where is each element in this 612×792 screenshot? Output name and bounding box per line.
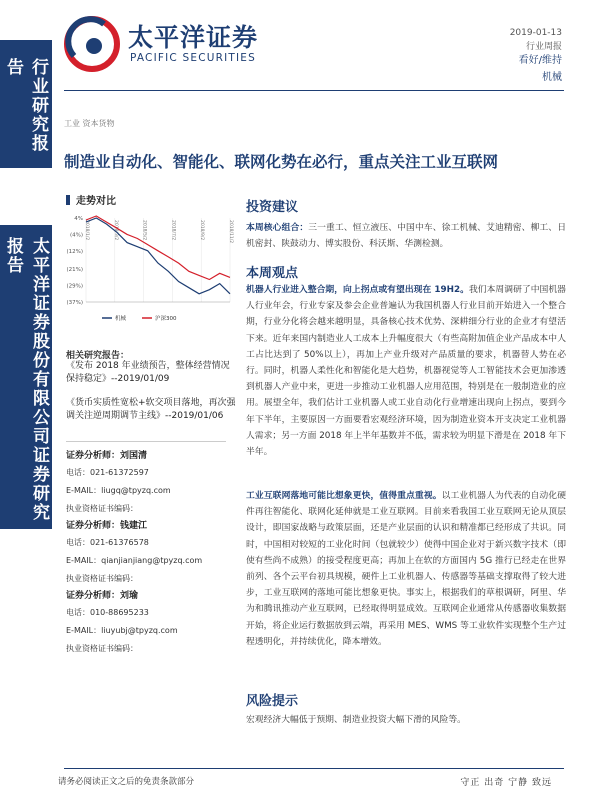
x-tick-label: 2018/9/2 [199, 220, 205, 241]
analyst-name: 证券分析师：刘瑜 [66, 591, 139, 601]
x-tick-label: 2018/7/2 [170, 220, 176, 241]
y-tick-label: (21%) [66, 267, 83, 274]
logo-chinese-text: 太平洋证券 [128, 23, 259, 52]
analyst-phone: 电话：010-88695233 [66, 608, 149, 617]
trend-heading [66, 192, 116, 207]
investment-body [246, 220, 566, 252]
weekly-paragraph-2 [246, 488, 566, 650]
y-tick-label: (29%) [66, 283, 83, 290]
analyst-phone: 电话：021-61376578 [66, 538, 149, 547]
x-tick-label: 2018/11/2 [228, 220, 233, 244]
weekly-paragraph-1 [246, 282, 566, 460]
analyst-phone: 电话：021-61372597 [66, 468, 149, 477]
analyst-cert: 执业资格证书编码： [66, 504, 138, 513]
sector: 机械 [542, 72, 562, 83]
report-meta [510, 26, 562, 85]
y-tick-label: (4%) [69, 232, 83, 239]
company-motto: 守正 出奇 宁静 致远 [460, 778, 552, 788]
logo-mark-icon [64, 16, 120, 72]
legend-label: 机械 [115, 316, 127, 322]
related-heading: 相关研究报告： [66, 351, 130, 361]
paragraph-body: 以工业机器人为代表的自动化硬件再往智能化、联网化延伸就是工业互联网。目前来看我国工业互联网无论从顶层设计，即国家战略与政策层面，还是产业层面的认识和精准都已经形成了共识。同时，中国相对较短的工业化时间（包就较少）使得中国企业对于新兴数字技术（即使有些尚不成熟）的接受程度更高；再加上在软的方面国内 5G 推行已经走在世界前列、各个云平台初具规模，硬件上工业机器人、传感器等基础支撑取得了较大进步，工业互联网的落地可能比想象更快。事实上，根据我们的草根调研，阿里、华为和腾讯推动产业互联网，已经取得明显成效。互联网企业通常从传感器收集数据开始，将企业运行数据放到云端，再采用 MES、WMS 等工业软件实现整个生产过程透明化，并持续优化，降本增效。 [246, 491, 566, 647]
related-item[interactable]: 《发布 2018 年业绩预告，整体经营情况保持稳定》--2019/01/09 [66, 361, 230, 384]
weekly-section [246, 262, 566, 281]
divider [66, 441, 226, 442]
investment-heading: 投资建议 [246, 200, 299, 215]
band-top-label: 行业研究报告 [3, 58, 48, 153]
analyst-email[interactable]: E-MAIL：liugq@tpyzq.com [66, 486, 171, 495]
risk-section [246, 690, 566, 709]
left-band-top [0, 40, 52, 168]
left-band-bottom [0, 225, 52, 529]
y-tick-label: (37%) [66, 300, 83, 306]
analyst-block [66, 588, 236, 655]
analyst-block [66, 448, 236, 515]
y-tick-label: (12%) [66, 248, 83, 255]
paragraph-lead: 机器人行业进入整合期，向上拐点或有望出现在 19H2。 [246, 285, 469, 295]
analyst-block [66, 518, 236, 585]
analyst-cert: 执业资格证书编码： [66, 574, 138, 583]
heading-marker [66, 195, 70, 205]
trend-heading-text: 走势对比 [76, 196, 116, 207]
core-portfolio-label: 本周核心组合： [246, 223, 309, 233]
core-portfolio-text: 三一重工、恒立液压、中国中车、徐工机械、艾迪精密、柳工、日机密封、陕鼓动力、博实股份、科沃斯、华测检测。 [246, 223, 566, 250]
risk-body: 宏观经济大幅低于预期、制造业投资大幅下滑的风险等。 [246, 715, 466, 725]
risk-heading: 风险提示 [246, 694, 299, 709]
y-tick-label: 4% [74, 216, 83, 222]
rating: 看好/维持 [518, 55, 562, 66]
report-title: 制造业自动化、智能化、联网化势在必行，重点关注工业互联网 [64, 152, 499, 171]
logo-english-text: PACIFIC SECURITIES [130, 52, 257, 64]
weekly-heading: 本周观点 [246, 266, 299, 281]
investment-section [246, 196, 566, 215]
report-type: 行业周报 [525, 42, 562, 52]
analyst-name: 证券分析师：刘国清 [66, 451, 148, 461]
legend-label: 沪深300 [155, 316, 177, 322]
footer-divider [64, 768, 564, 769]
report-date: 2019-01-13 [509, 28, 562, 38]
company-logo [64, 16, 259, 74]
x-tick-label: 2018/1/2 [84, 220, 89, 241]
paragraph-body: 我们本周调研了中国机器人行业年会，行业专家及参会企业普遍认为我国机器人行业目前开始进入一个整合期，行业分化将会越来越明显，具备核心技术优势、深耕细分行业的企业才有望活下来。近年来国内制造业人工成本上升幅度很大（有些高附加值企业产品成本中人工占比达到了 50%以上），再加上产业升级对产品质量的要求，机器替人势在必行。同时，机器人柔性化和智能化是大趋势，机器视觉等人工智能技术会更加渗透到机器人产业中来，更进一步推动工业机器人应用范围，特别是在一般制造业的应用。展望全年，我们估计工业机器人或工业自动化行业增速出现向上拐点，要到今年下半年，主要原因一方面要看宏观经济环境，因为制造业资本开支决定工业机器人需求；另一方面 2018 年上半年基数并不低，需求较为明显下滑是在 2018 年下半年。 [246, 285, 566, 458]
analyst-cert: 执业资格证书编码： [66, 644, 138, 653]
header-divider [64, 90, 564, 91]
x-tick-label: 2018/5/2 [141, 220, 147, 241]
analyst-email[interactable]: E-MAIL：qianjianjiang@tpyzq.com [66, 556, 203, 565]
analyst-name: 证券分析师：钱建江 [66, 521, 148, 531]
analyst-email[interactable]: E-MAIL：liuyubj@tpyzq.com [66, 626, 178, 635]
trend-chart [62, 210, 237, 330]
paragraph-lead: 工业互联网落地可能比想象更快，值得重点重视。 [246, 491, 442, 501]
page-footer [0, 768, 612, 792]
band-bottom-label: 太平洋证券股份有限公司证券研究报告 [3, 237, 49, 522]
disclaimer-note: 请务必阅读正文之后的免责条款部分 [58, 777, 195, 787]
related-item[interactable]: 《货币实质性宽松+软交项目落地，再次强调关注逆周期调节主线》--2019/01/06 [66, 398, 236, 421]
series-line-1 [86, 218, 230, 294]
breadcrumb: 工业 资本货物 [64, 119, 115, 128]
x-tick-label: 2018/3/2 [112, 220, 118, 241]
